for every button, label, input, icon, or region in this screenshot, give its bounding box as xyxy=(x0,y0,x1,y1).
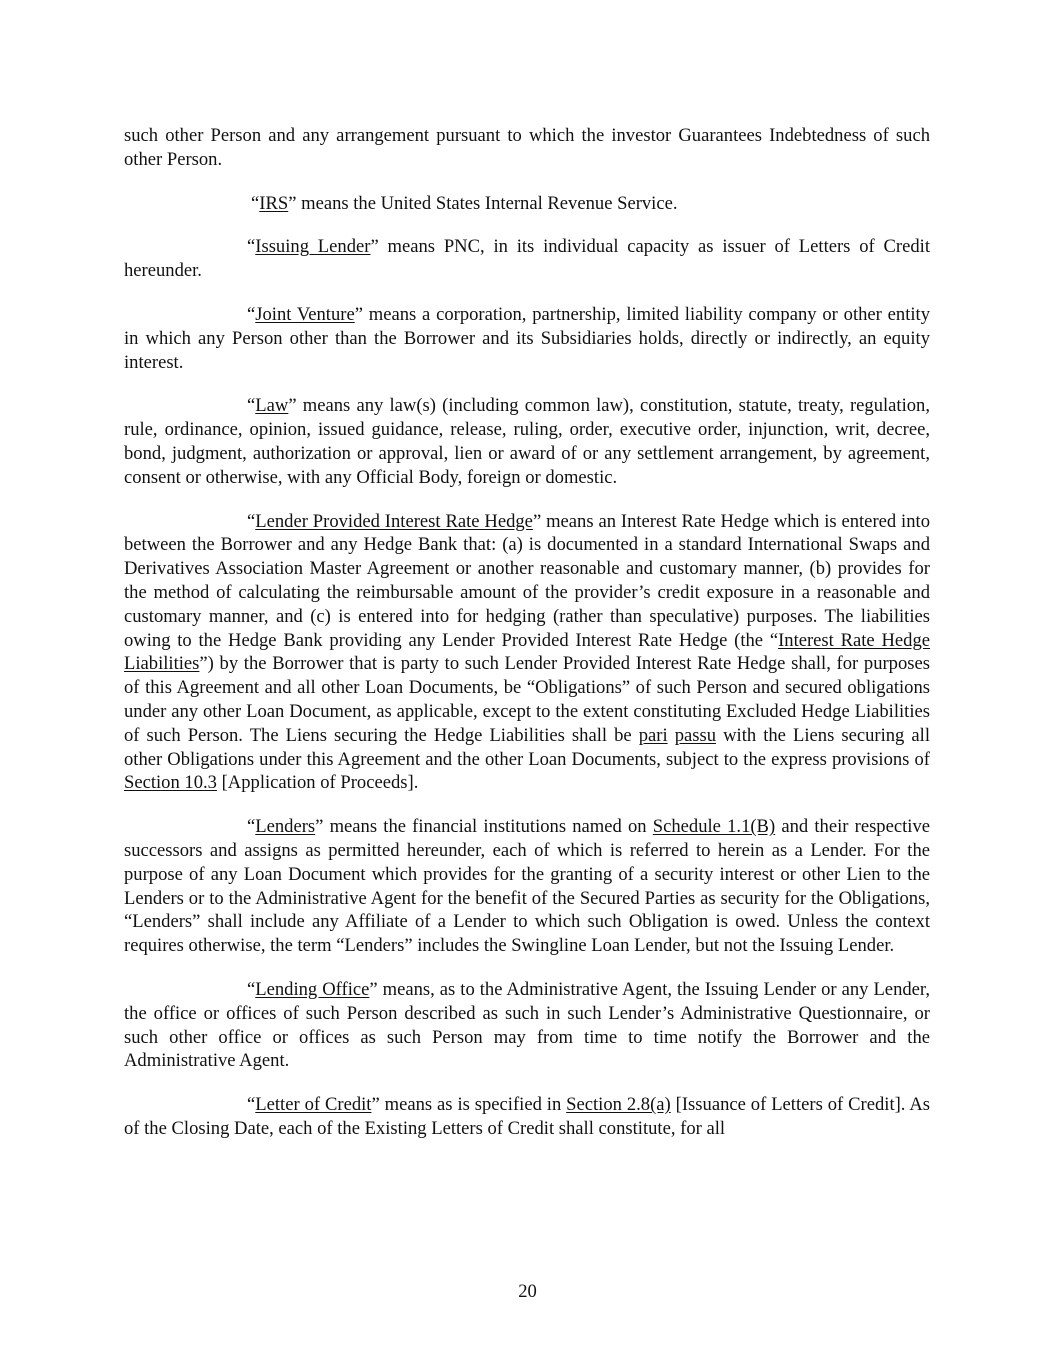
defined-term: IRS xyxy=(259,192,289,214)
text-run: “ xyxy=(247,303,256,325)
latin-term: pari xyxy=(638,724,668,746)
text-run: ” means a corporation, partnership, limited liability company or other entity in which any Person other than the Borrower and its Subsidiaries holds, directly or indirectly, an equity interest. xyxy=(124,303,930,373)
defined-term: Joint Venture xyxy=(255,303,355,325)
text-run: ” means, as to the Administrative Agent, the Issuing Lender or any Lender, the office or offices of such Person described as such in such Lender’s Administrative Questionnaire, or such other office or offices as such Person may from time to time notify the Borrower and the Administrative Agent. xyxy=(124,978,931,1072)
schedule-reference: Schedule 1.1(B) xyxy=(652,816,776,838)
definition-lender-provided-interest-rate-hedge xyxy=(124,510,930,796)
section-reference: Section 2.8(a) xyxy=(566,1094,671,1116)
defined-term: Lenders xyxy=(255,816,316,838)
defined-term: Issuing Lender xyxy=(255,236,371,258)
section-reference: Section 10.3 xyxy=(124,772,217,794)
text-run: ” means as is specified in xyxy=(371,1094,567,1116)
defined-term: Lending Office xyxy=(255,978,370,1000)
defined-term: Law xyxy=(255,395,289,417)
definition-irs xyxy=(124,192,930,216)
text-run: and their respective successors and assigns as permitted hereunder, each of which is referred to herein as a Lender. For the purpose of any Loan Document which provides for the granting of a security interest or other Lien to the Lenders or to the Administrative Agent for the benefit of the Secured Parties as security for the Obligations, “Lenders” shall include any Affiliate of a Lender to which such Obligation is owed. Unless the context requires otherwise, the term “Lenders” includes the Swingline Loan Lender, but not the Issuing Lender. xyxy=(124,816,930,957)
text-run: ”) by the Borrower that is party to such Lender Provided Interest Rate Hedge shall, for purposes of this Agreement and all other Loan Documents, be “Obligations” of such Person and secured obligations under any other Loan Document, as applicable, except to the extent constituting Excluded Hedge Liabilities of such Person. The Liens securing the Hedge Liabilities shall be xyxy=(124,653,930,746)
text-run: ” means an Interest Rate Hedge which is entered into between the Borrower and any Hedge Bank that: (a) is documented in a standard International Swaps and Derivatives Association Master Agreement or another reasonable and customary manner, (b) provides for the method of calculating the reimbursable amount of the provider’s credit exposure in a reasonable and customary manner, and (c) is entered into for hedging (rather than speculative) purposes. The liabilities owing to the Hedge Bank providing any Lender Provided Interest Rate Hedge (the “ xyxy=(124,510,930,651)
defined-term: Lender Provided Interest Rate Hedge xyxy=(255,510,533,532)
defined-term: Letter of Credit xyxy=(255,1094,372,1116)
text-run: [Application of Proceeds]. xyxy=(216,772,419,794)
text-run: ” means PNC, in its individual capacity as issuer of Letters of Credit hereunder. xyxy=(124,236,930,282)
text-run xyxy=(668,725,675,746)
text-run: ” means the financial institutions named on xyxy=(315,816,653,838)
text-run: “ xyxy=(247,395,256,417)
text-run: with the Liens securing all other Obligations under this Agreement and the other Loan Documents, subject to the express provisions of xyxy=(124,724,931,770)
text-run: “ xyxy=(247,236,256,258)
defined-term: Interest Rate Hedge Liabilities xyxy=(124,629,930,675)
definition-lending-office xyxy=(124,978,930,1073)
text-run: “ xyxy=(247,816,256,838)
text-run: “ xyxy=(247,1094,256,1116)
paragraph-text: such other Person and any arrangement pursuant to which the investor Guarantees Indebtedness of such other Person. xyxy=(124,125,930,170)
paragraph-continuation xyxy=(124,124,930,172)
text-run: ” means the United States Internal Revenue Service. xyxy=(288,192,678,214)
text-run: “ xyxy=(247,510,256,532)
text-run: “ xyxy=(247,978,256,1000)
definition-letter-of-credit xyxy=(124,1093,930,1141)
page-number: 20 xyxy=(518,1281,537,1302)
definition-lenders xyxy=(124,815,930,958)
text-run: “ xyxy=(251,192,260,214)
definition-joint-venture xyxy=(124,303,930,374)
definition-issuing-lender xyxy=(124,235,930,283)
text-run: ” means any law(s) (including common law), constitution, statute, treaty, regulation, rule, ordinance, opinion, issued guidance, release, ruling, order, executive order, injunction, writ, decree, bond, judgment, authorization or approval, lien or award of or any settlement arrangement, by agreement, consent or otherwise, with any Official Body, foreign or domestic. xyxy=(124,395,930,488)
document-body xyxy=(124,124,930,1161)
definition-law xyxy=(124,394,930,489)
text-run: [Issuance of Letters of Credit]. As of the Closing Date, each of the Existing Letters of Credit shall constitute, for all xyxy=(124,1094,930,1139)
latin-term: passu xyxy=(674,724,717,746)
